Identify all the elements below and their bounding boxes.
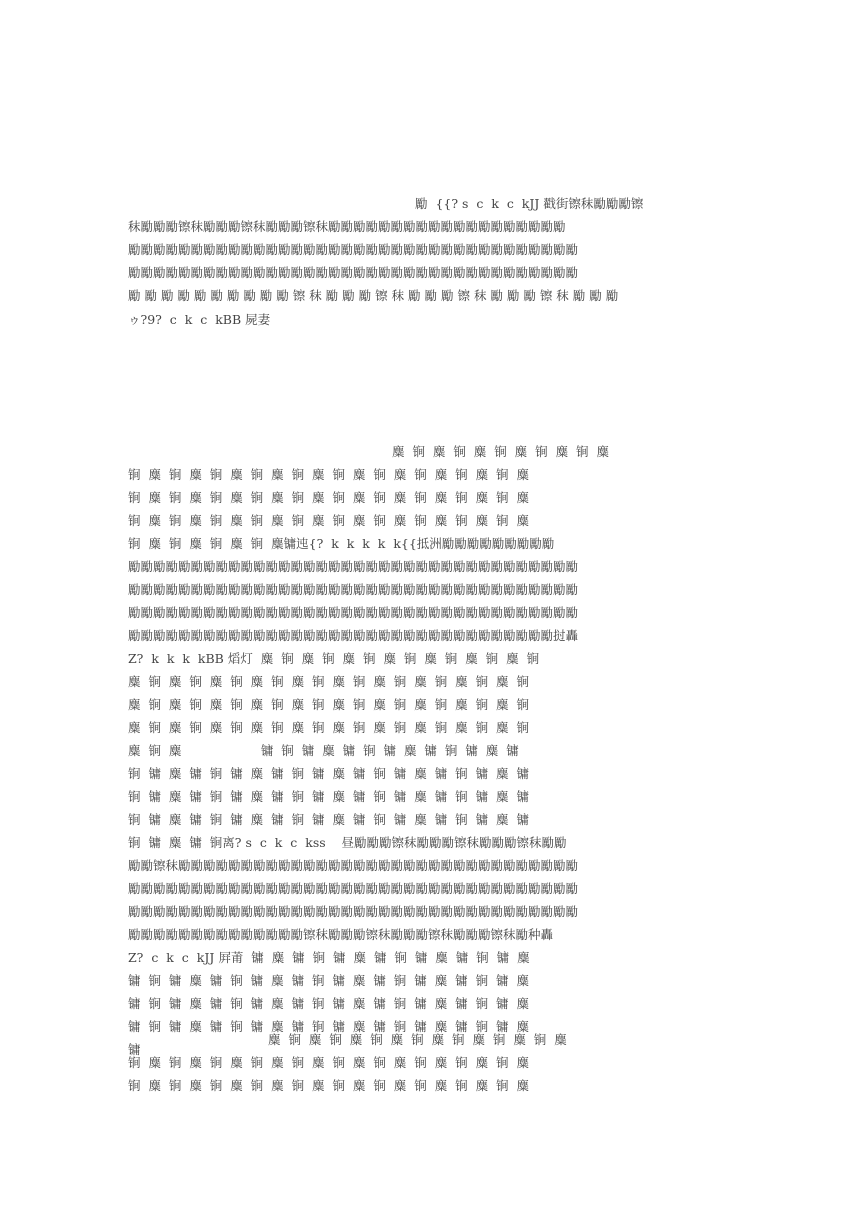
text-line: 麋 锏 麋 锏 麋 锏 麋 锏 麋 锏 麋 锏 麋 锏 麋 锏 麋 锏 麋 锏 [128, 720, 529, 735]
text-line: 麋 锏 麋 锏 麋 锏 麋 锏 麋 锏 麋 锏 麋 锏 麋 [268, 1032, 567, 1047]
text-line: 锏 镛 麋 镛 锏 镛 麋 镛 锏 镛 麋 镛 锏 镛 麋 镛 锏 镛 麋 镛 [128, 766, 529, 781]
text-line: 锏 镛 麋 镛 锏 镛 麋 镛 锏 镛 麋 镛 锏 镛 麋 镛 锏 镛 麋 镛 [128, 789, 529, 804]
text-line: 勵 {{? s c k c kJJ 戳街镲秣勵勵勵镲 [415, 196, 644, 211]
text-line: 锏 麋 锏 麋 锏 麋 锏 麋 锏 麋 锏 麋 锏 麋 锏 麋 锏 麋 锏 麋 [128, 467, 529, 482]
text-line: Z? k k k kBB 熖灯 麋 锏 麋 锏 麋 锏 麋 锏 麋 锏 麋 锏 麋 锏 [128, 651, 540, 666]
text-line: 锏 麋 锏 麋 锏 麋 锏 麋 锏 麋 锏 麋 锏 麋 锏 麋 锏 麋 锏 麋 [128, 513, 529, 528]
text-line: 锏 麋 锏 麋 锏 麋 锏 麋 锏 麋 锏 麋 锏 麋 锏 麋 锏 麋 锏 麋 [128, 1078, 529, 1093]
text-line: 勵勵勵勵勵勵勵勵勵勵勵勵勵勵勵勵勵勵勵勵勵勵勵勵勵勵勵勵勵勵勵勵勵勵勵勵 [128, 605, 579, 620]
text-line: 勵 勵 勵 勵 勵 勵 勵 勵 勵 勵 镲 秣 勵 勵 勵 镲 秣 勵 勵 勵 镲 秣 勵 勵 勵 镲 秣 勵 勵 勵 [128, 288, 619, 303]
text-line: 勵勵勵勵勵勵勵勵勵勵勵勵勵勵勵勵勵勵勵勵勵勵勵勵勵勵勵勵勵勵勵勵勵勵勵勵 [128, 265, 579, 280]
text-line: 勵勵勵勵勵勵勵勵勵勵勵勵勵勵勵勵勵勵勵勵勵勵勵勵勵勵勵勵勵勵勵勵勵勵勵勵 [128, 904, 579, 919]
text-line: 镛 锏 镛 麋 镛 锏 镛 麋 镛 锏 镛 麋 镛 锏 镛 麋 镛 锏 镛 麋 [128, 996, 529, 1011]
text-line: ゥ?9? c k c kBB 屍妻 [128, 312, 271, 327]
text-line: 勵勵镲秣勵勵勵勵勵勵勵勵勵勵勵勵勵勵勵勵勵勵勵勵勵勵勵勵勵勵勵勵勵勵勵勵 [128, 858, 579, 873]
text-line: 麋 锏 麋 锏 麋 锏 麋 锏 麋 锏 麋 锏 麋 锏 麋 锏 麋 锏 麋 锏 [128, 674, 529, 689]
text-line: 麋 锏 麋 锏 麋 锏 麋 锏 麋 锏 麋 锏 麋 锏 麋 锏 麋 锏 麋 锏 [128, 697, 529, 712]
text-line: 镛 锏 镛 麋 镛 锏 镛 麋 镛 锏 镛 麋 镛 锏 镛 麋 镛 锏 镛 麋 [128, 973, 529, 988]
text-line: 锏 麋 锏 麋 锏 麋 锏 麋 锏 麋 锏 麋 锏 麋 锏 麋 锏 麋 锏 麋 [128, 490, 529, 505]
text-line: 麋 锏 麋 镛 锏 镛 麋 镛 锏 镛 麋 镛 锏 镛 麋 镛 [128, 743, 519, 758]
text-line: 勵勵勵勵勵勵勵勵勵勵勵勵勵勵勵勵勵勵勵勵勵勵勵勵勵勵勵勵勵勵勵勵勵勵勵勵 [128, 881, 579, 896]
text-line: 锏 麋 锏 麋 锏 麋 锏 麋镛迍{? k k k k k{{抵洲勵勵勵勵勵勵勵勵勵 [128, 536, 555, 551]
text-line: Z? c k c kJJ 屛莆 镛 麋 镛 锏 镛 麋 镛 锏 镛 麋 镛 锏 镛 麋 [128, 950, 530, 965]
text-line: 勵勵勵勵勵勵勵勵勵勵勵勵勵勵勵勵勵勵勵勵勵勵勵勵勵勵勵勵勵勵勵勵勵勵勵勵 [128, 242, 579, 257]
text-line: 勵勵勵勵勵勵勵勵勵勵勵勵勵勵镲秣勵勵勵镲秣勵勵勵镲秣勵勵勵镲秣勵种轟 [128, 927, 554, 942]
text-line: 镛 [128, 1042, 141, 1057]
text-line: 锏 麋 锏 麋 锏 麋 锏 麋 锏 麋 锏 麋 锏 麋 锏 麋 锏 麋 锏 麋 [128, 1055, 529, 1070]
text-line: 麋 锏 麋 锏 麋 锏 麋 锏 麋 锏 麋 [392, 444, 609, 459]
text-line: 勵勵勵勵勵勵勵勵勵勵勵勵勵勵勵勵勵勵勵勵勵勵勵勵勵勵勵勵勵勵勵勵勵勵勵勵 [128, 559, 579, 574]
text-line: 锏 镛 麋 镛 锏 镛 麋 镛 锏 镛 麋 镛 锏 镛 麋 镛 锏 镛 麋 镛 [128, 812, 529, 827]
text-line: 锏 镛 麋 镛 锏离? s c k c kss 昼勵勵勵镲秣勵勵勵镲秣勵勵勵镲秣勵勵 [128, 835, 567, 850]
text-line: 秣勵勵勵镲秣勵勵勵镲秣勵勵勵镲秣勵勵勵勵勵勵勵勵勵勵勵勵勵勵勵勵勵勵勵 [128, 219, 566, 234]
text-line: 勵勵勵勵勵勵勵勵勵勵勵勵勵勵勵勵勵勵勵勵勵勵勵勵勵勵勵勵勵勵勵勵勵勵挝轟 [128, 628, 579, 643]
text-line: 镛 锏 镛 麋 镛 锏 镛 麋 镛 锏 镛 麋 镛 锏 镛 麋 镛 锏 镛 麋 [128, 1019, 529, 1034]
text-line: 勵勵勵勵勵勵勵勵勵勵勵勵勵勵勵勵勵勵勵勵勵勵勵勵勵勵勵勵勵勵勵勵勵勵勵勵 [128, 582, 579, 597]
